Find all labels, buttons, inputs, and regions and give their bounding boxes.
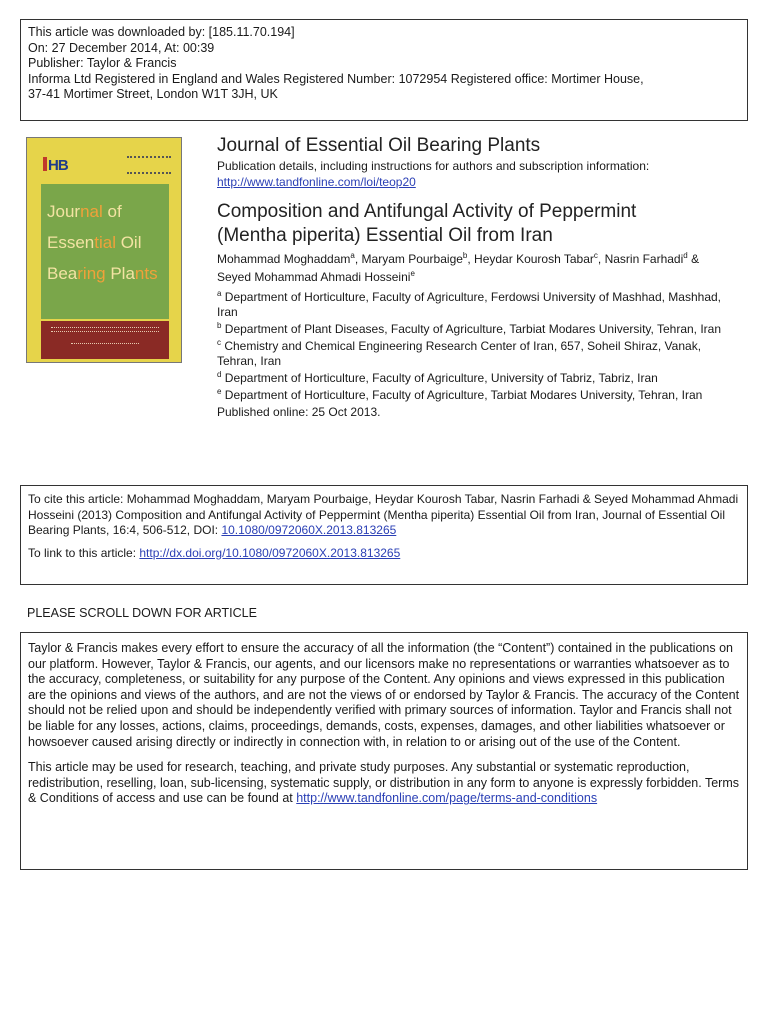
- affiliation-item: $^b$ Department of Plant Diseases, Faculty of Agriculture, Tarbiat Modares University, Tehran, Iran: [217, 321, 722, 336]
- publication-details-text: Publication details, including instructions for authors and subscription information:: [217, 159, 650, 173]
- article-title-line: (Mentha piperita) Essential Oil from Iran: [217, 225, 553, 246]
- disclaimer-paragraph: Taylor & Francis makes every effort to ensure the accuracy of all the information (the “Content”) contained in the publications on our platform. However, Taylor & Francis, our agents, and our licensors make no representations or warranties whatsoever as to the accuracy, completeness, or suitability for any purpose of the Content. Any opinions and views expressed in this publication are the opinions and views of the authors, and are not the views of or endorsed by Taylor & Francis. The accuracy of the Content should not be relied upon and should be independently verified with primary sources of information. Taylor and Francis shall not be liable for any losses, actions, claims, proceedings, demands, costs, expenses, damages, and other liabilities whatsoever or howsoever caused arising directly or indirectly in connection with, in relation to or arising out of the use of the Content.: [28, 641, 740, 749]
- author-affiliation-marker: b: [462, 251, 468, 260]
- journal-cover-image: [26, 137, 182, 363]
- usage-paragraph: This article may be used for research, teaching, and private study purposes. Any substantial or systematic reproduction, redistribution, reselling, loan, sub-licensing, systematic supply, or distribution in any form to anyone is expressly forbidden. Terms & Conditions of access and use can be found at http://www.tandfonline.com/page/terms-and-conditions: [28, 760, 739, 806]
- terms-box: [20, 632, 748, 870]
- author-name: Mohammad Moghaddam: [217, 252, 351, 266]
- author-name: Maryam Pourbaige: [361, 252, 463, 266]
- registered-address: 37-41 Mortimer Street, London W1T 3JH, UK: [28, 87, 278, 102]
- doi-link[interactable]: 10.1080/0972060X.2013.813265: [221, 523, 397, 537]
- cover-title-line: Bearing Plants: [47, 264, 158, 283]
- publication-details: [217, 158, 649, 190]
- cover-title-line: Essential Oil: [47, 233, 142, 252]
- author-affiliation-marker: e: [410, 269, 415, 278]
- registration-info: Informa Ltd Registered in England and Wales Registered Number: 1072954 Registered office: Mortimer House,: [28, 71, 644, 86]
- affiliation-item: $^e$ Department of Horticulture, Faculty of Agriculture, Tarbiat Modares University, Tehran, Iran: [217, 387, 703, 402]
- author-affiliation-marker: c: [593, 251, 598, 260]
- cover-title-line: Journal of: [47, 202, 122, 221]
- citation-text: To cite this article: Mohammad Moghaddam, Maryam Pourbaige, Heydar Kourosh Tabar, Nasrin Farhadi & Seyed Mohammad Ahmadi Hosseini (2013) Composition and Antifungal Activity of Peppermint (Mentha piperita) Essential Oil from Iran, Journal of Essential Oil Bearing Plants, 16:4, 506-512, DOI: 10.1080/0972060X.2013.813265: [28, 492, 739, 537]
- author-name: Seyed Mohammad Ahmadi Hosseini: [217, 270, 411, 284]
- cover-logo: HB: [43, 157, 68, 174]
- affiliation-item: $^c$ Chemistry and Chemical Engineering Research Center of Iran, 657, Soheil Shiraz, Vanak, Tehran, Iran: [217, 338, 702, 368]
- author-list: Mohammad Moghaddam$^a$, Maryam Pourbaige$^b$, Heydar Kourosh Tabar$^c$, Nasrin Farhadi$^d$ & Seyed Mohammad Ahmadi Hosseini$^e$: [217, 251, 700, 284]
- cover-issn-lines: [127, 156, 171, 174]
- affiliation-item: $^d$ Department of Horticulture, Faculty of Agriculture, University of Tabriz, Tabriz, Iran: [217, 370, 658, 385]
- journal-url-link[interactable]: http://www.tandfonline.com/loi/teop20: [217, 175, 416, 189]
- cover-band: [41, 321, 169, 359]
- citation-box: [20, 485, 748, 585]
- article-link-line: To link to this article: http://dx.doi.org/10.1080/0972060X.2013.813265: [28, 545, 401, 560]
- published-date: Published online: 25 Oct 2013.: [217, 405, 381, 419]
- author-affiliation-marker: a: [350, 251, 355, 260]
- author-name: Nasrin Farhadi: [604, 252, 684, 266]
- affiliation-list: [217, 290, 737, 420]
- article-title-line: Composition and Antifungal Activity of Peppermint: [217, 201, 637, 222]
- publisher: Publisher: Taylor & Francis: [28, 56, 177, 71]
- article-url-link[interactable]: http://dx.doi.org/10.1080/0972060X.2013.813265: [139, 545, 401, 560]
- scroll-down-note: PLEASE SCROLL DOWN FOR ARTICLE: [27, 606, 257, 620]
- affiliation-item: $^a$ Department of Horticulture, Faculty of Agriculture, Ferdowsi University of Mashhad, Mashhad, Iran: [217, 289, 721, 319]
- article-title: [217, 200, 636, 248]
- download-info-box: [20, 19, 748, 121]
- download-line: This article was downloaded by: [185.11.70.194]: [28, 25, 295, 39]
- author-name: Heydar Kourosh Tabar: [474, 252, 594, 266]
- author-affiliation-marker: d: [683, 251, 688, 260]
- terms-conditions-link[interactable]: http://www.tandfonline.com/page/terms-and-conditions: [296, 791, 598, 806]
- cover-title-panel: [41, 184, 169, 319]
- download-date: On: 27 December 2014, At: 00:39: [28, 40, 215, 55]
- journal-title: Journal of Essential Oil Bearing Plants: [217, 135, 541, 156]
